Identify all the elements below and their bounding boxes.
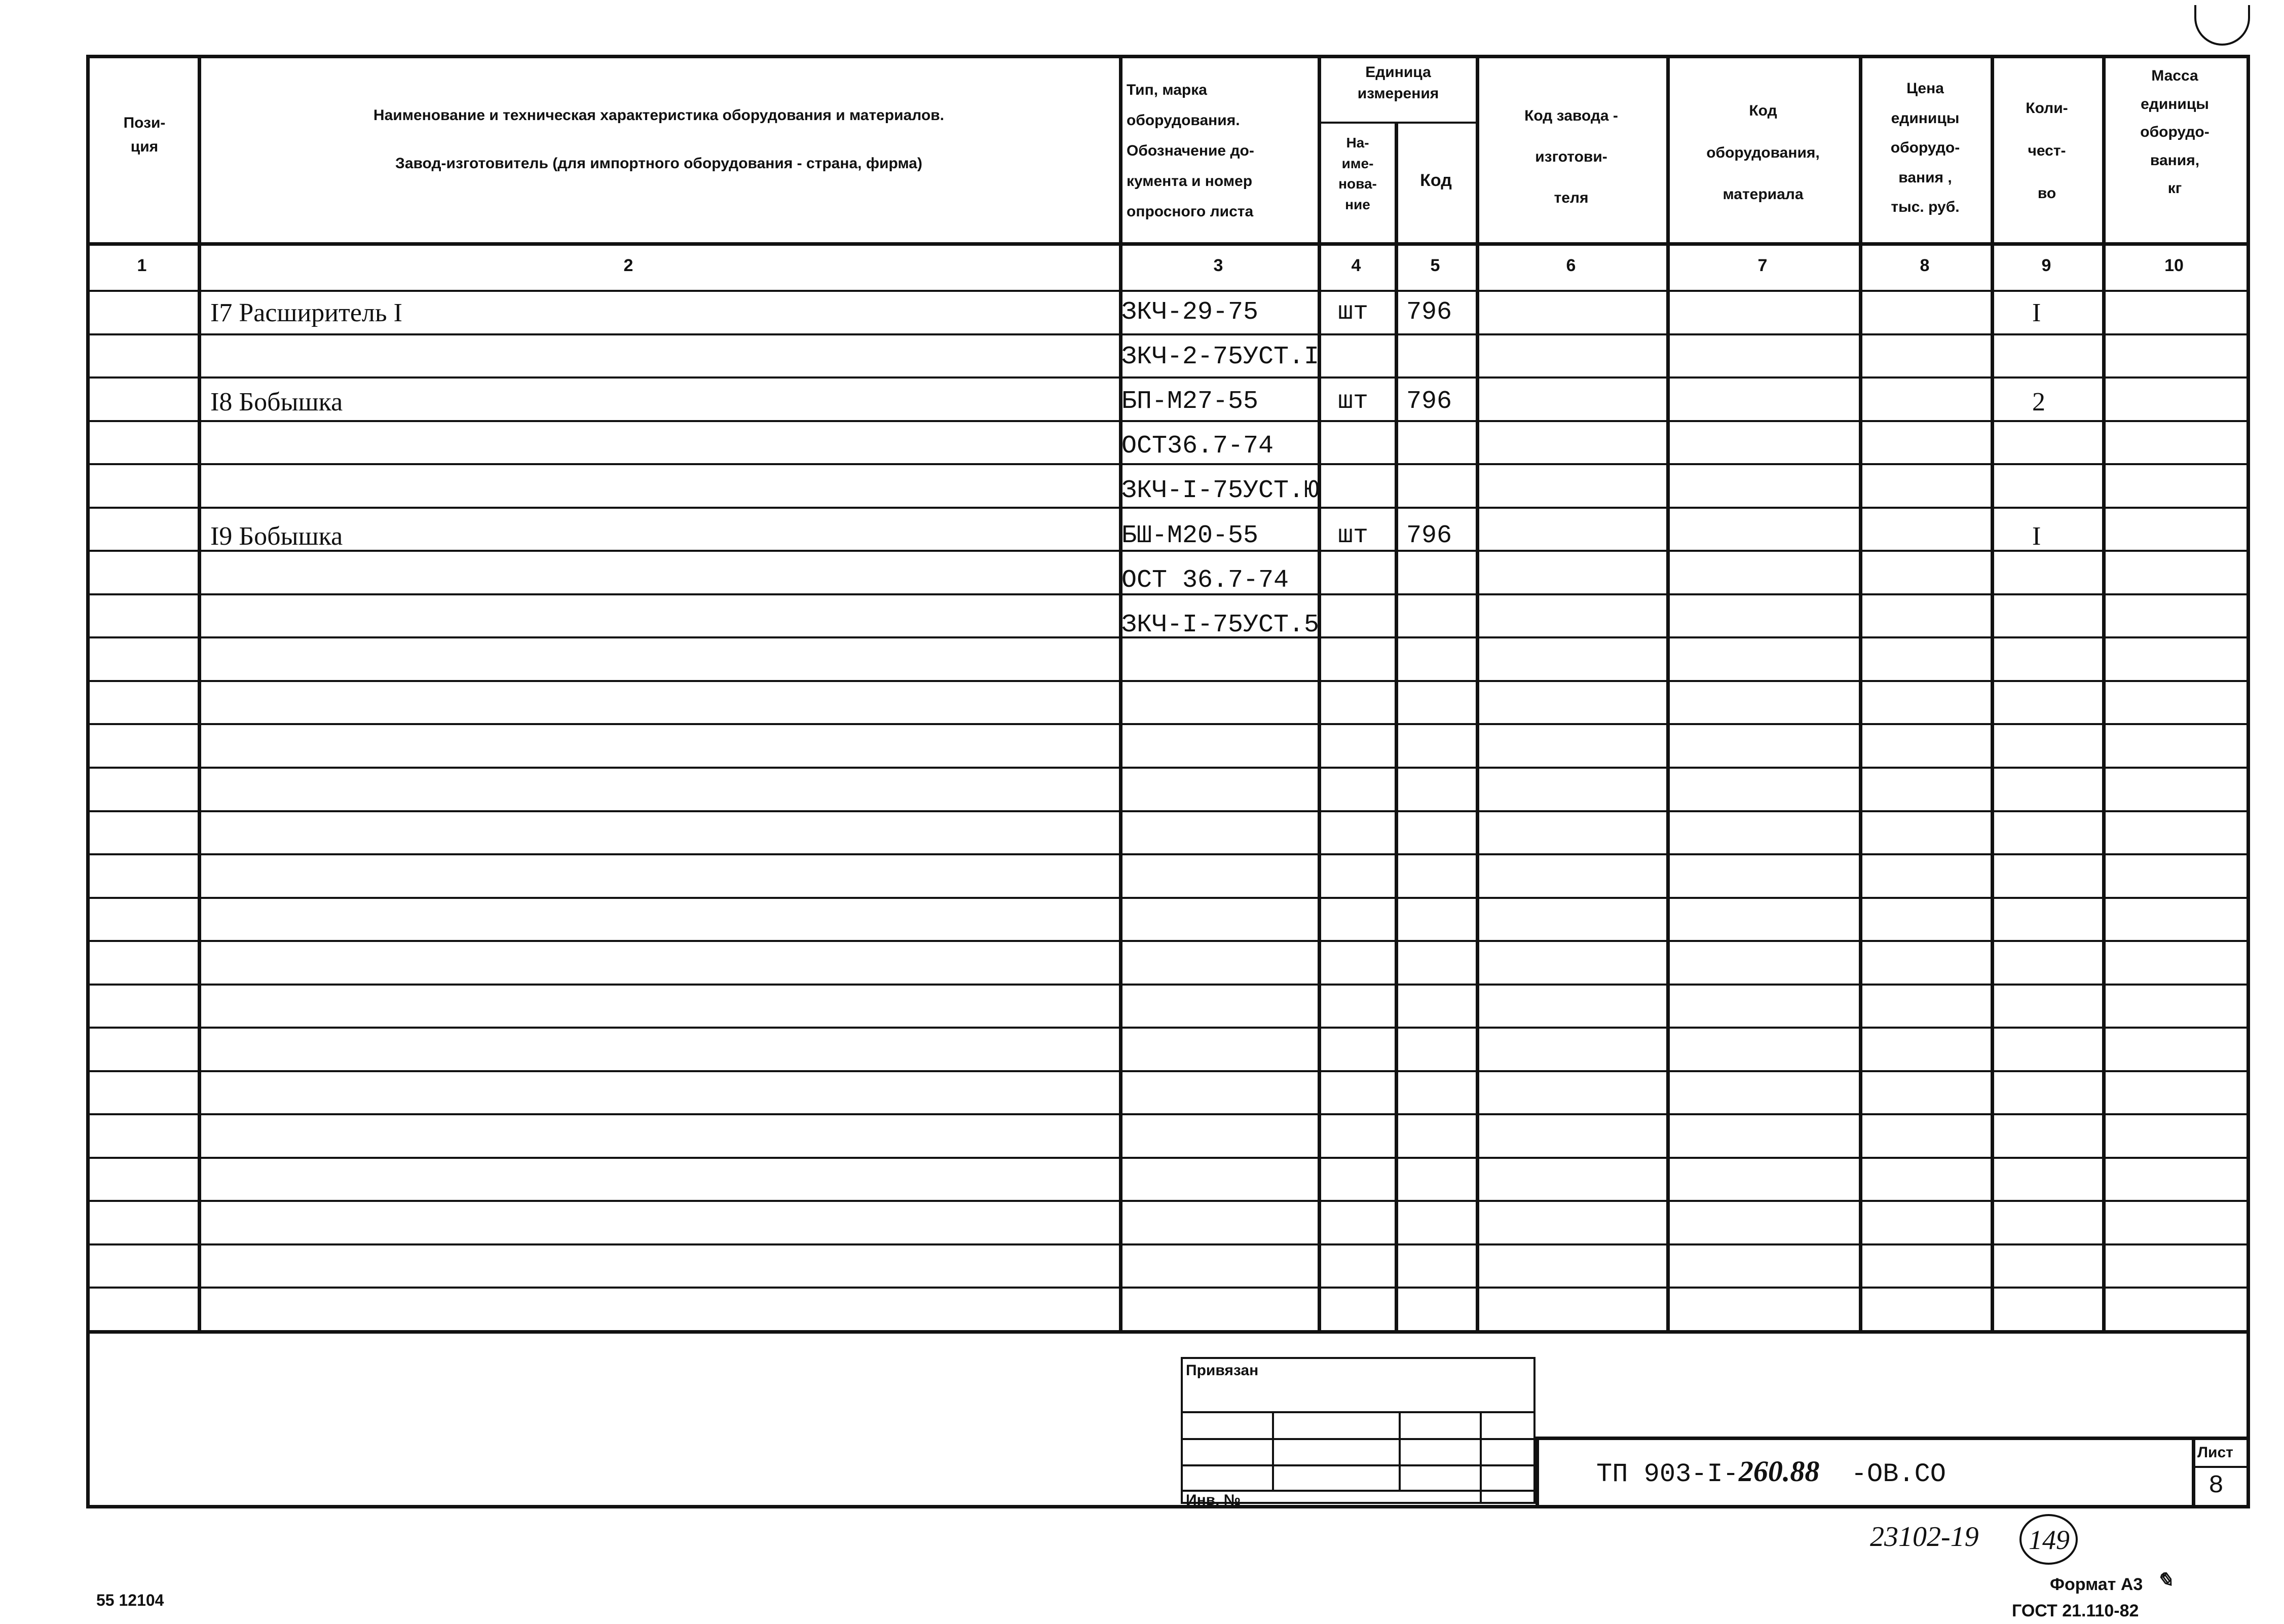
- column-number-6: 6: [1566, 256, 1576, 275]
- row-line: [86, 376, 2248, 379]
- col-sep-4: [1395, 122, 1398, 1332]
- row-3-name: I8 Бобышка: [210, 388, 343, 417]
- row-1-type: ЗКЧ-29-75: [1121, 298, 1259, 327]
- row-6-type: БШ-М20-55: [1121, 521, 1259, 550]
- header-mass: Масса единицы оборудо- вания, кг: [2140, 67, 2210, 197]
- column-number-10: 10: [2164, 256, 2184, 275]
- header-type: Тип, марка оборудования. Обозначение до- кумента и номер опросного листа: [1127, 82, 1254, 220]
- row-line: [86, 420, 2248, 422]
- privyazan-vline-1: [1272, 1411, 1274, 1490]
- row-line: [86, 463, 2248, 465]
- header-factory-code: Код завода - изготови- теля: [1524, 107, 1618, 206]
- column-number-4: 4: [1351, 256, 1361, 275]
- row-line: [86, 810, 2248, 812]
- frame-bottom: [86, 1505, 2250, 1508]
- header-equipment-code: Код оборудования, материала: [1706, 102, 1820, 203]
- col-sep-5: [1476, 55, 1479, 1332]
- row-6-unit: шт: [1338, 521, 1369, 550]
- col-sep-7: [1859, 55, 1862, 1332]
- row-1-code: 796: [1406, 298, 1452, 327]
- col-sep-2: [1119, 55, 1122, 1332]
- privyazan-vline-3: [1480, 1411, 1482, 1504]
- column-number-3: 3: [1213, 256, 1223, 275]
- privyazan-vline-2: [1399, 1411, 1401, 1490]
- frame-right: [2246, 55, 2250, 1507]
- gost-label: ГОСТ 21.110-82: [2012, 1601, 2139, 1620]
- row-8-type: ЗКЧ-I-75УСТ.5: [1121, 611, 1320, 639]
- row-7-type: ОСТ 36.7-74: [1121, 566, 1289, 595]
- row-line: [86, 940, 2248, 942]
- sheet-number: 8: [2208, 1471, 2224, 1500]
- row-5-type: ЗКЧ-I-75УСТ.Ю: [1121, 476, 1320, 505]
- document-code-suffix: -ОВ.СО: [1851, 1459, 1946, 1489]
- col-sep-1: [198, 55, 201, 1332]
- row-2-type: ЗКЧ-2-75УСТ.I: [1121, 343, 1320, 371]
- col-sep-3: [1318, 55, 1321, 1332]
- document-code: [1596, 1457, 1946, 1488]
- column-number-8: 8: [1920, 256, 1930, 275]
- row-line: [86, 507, 2248, 509]
- archive-number: 23102-19: [1870, 1521, 1979, 1553]
- row-line: [86, 1287, 2248, 1289]
- row-line: [86, 853, 2248, 855]
- privyazan-label: Привязан: [1186, 1362, 1259, 1379]
- sheet-label: Лист: [2197, 1444, 2233, 1461]
- row-1-unit: шт: [1338, 298, 1369, 327]
- row-line: [86, 723, 2248, 725]
- column-number-7: 7: [1757, 256, 1768, 275]
- stamp-code-divider: [1536, 1437, 1539, 1505]
- column-number-1: 1: [137, 256, 147, 275]
- row-line: [86, 1243, 2248, 1245]
- row-line: [86, 1200, 2248, 1202]
- row-6-name: I9 Бобышка: [210, 522, 343, 551]
- header-name-line2: Завод-изготовитель (для импортного оборудования - страна, фирма): [395, 155, 922, 172]
- col-sep-9: [2102, 55, 2106, 1332]
- column-number-2: 2: [623, 256, 633, 275]
- row-6-code: 796: [1406, 521, 1452, 550]
- column-number-9: 9: [2041, 256, 2051, 275]
- bottom-left-number: 55 12104: [96, 1591, 164, 1609]
- row-line: [86, 1157, 2248, 1159]
- row-line: [86, 1113, 2248, 1115]
- row-3-unit: шт: [1338, 387, 1369, 416]
- column-number-5: 5: [1430, 256, 1440, 275]
- sheet-box-divider: [2192, 1437, 2195, 1505]
- corner-circle-mark: [2194, 5, 2250, 46]
- column-number-row-line: [86, 290, 2250, 292]
- header-unit-code: Код: [1420, 171, 1452, 190]
- signature-scribble: ✎: [2156, 1569, 2174, 1592]
- row-3-type: БП-М27-55: [1121, 387, 1259, 416]
- col-sep-6: [1666, 55, 1670, 1332]
- header-name-line1: Наименование и техническая характеристика оборудования и материалов.: [373, 107, 945, 124]
- row-1-name: I7 Расширитель I: [210, 298, 402, 327]
- col-sep-8: [1991, 55, 1994, 1332]
- row-4-type: ОСТ36.7-74: [1121, 432, 1274, 461]
- header-position: Пози- ция: [123, 115, 166, 155]
- circled-number: 149: [2029, 1525, 2070, 1555]
- privyazan-line-3: [1181, 1464, 1536, 1466]
- privyazan-line-1: [1181, 1411, 1536, 1413]
- row-3-code: 796: [1406, 387, 1452, 416]
- privyazan-line-2: [1181, 1438, 1536, 1440]
- row-line: [86, 680, 2248, 682]
- row-line: [86, 1027, 2248, 1029]
- header-unit-name: На- име- нова- ние: [1338, 135, 1377, 212]
- inv-no-label: Инв. №: [1186, 1492, 1241, 1508]
- frame-top: [86, 55, 2250, 58]
- table-bottom-line: [86, 1330, 2250, 1334]
- document-code-prefix: ТП 903-I-: [1596, 1459, 1739, 1489]
- row-line: [86, 1070, 2248, 1072]
- format-label: Формат А3: [2050, 1575, 2143, 1594]
- frame-left: [86, 55, 90, 1507]
- row-3-qty: 2: [2032, 388, 2045, 417]
- row-line: [86, 897, 2248, 899]
- header-price: Цена единицы оборудо- вания , тыс. руб.: [1890, 80, 1960, 215]
- header-unit-group: Единица измерения: [1357, 64, 1439, 102]
- row-line: [86, 984, 2248, 986]
- header-quantity: Коли- чест- во: [2026, 100, 2068, 202]
- sheet-label-line: [2192, 1466, 2248, 1468]
- row-line: [86, 767, 2248, 769]
- row-6-qty: I: [2032, 522, 2041, 551]
- row-1-qty: I: [2032, 298, 2041, 327]
- header-bottom-line: [86, 242, 2250, 246]
- document-code-handwritten: 260.88: [1738, 1455, 1820, 1488]
- row-line: [86, 333, 2248, 335]
- stamp-code-top: [1536, 1437, 2249, 1440]
- unit-group-line: [1318, 122, 1476, 124]
